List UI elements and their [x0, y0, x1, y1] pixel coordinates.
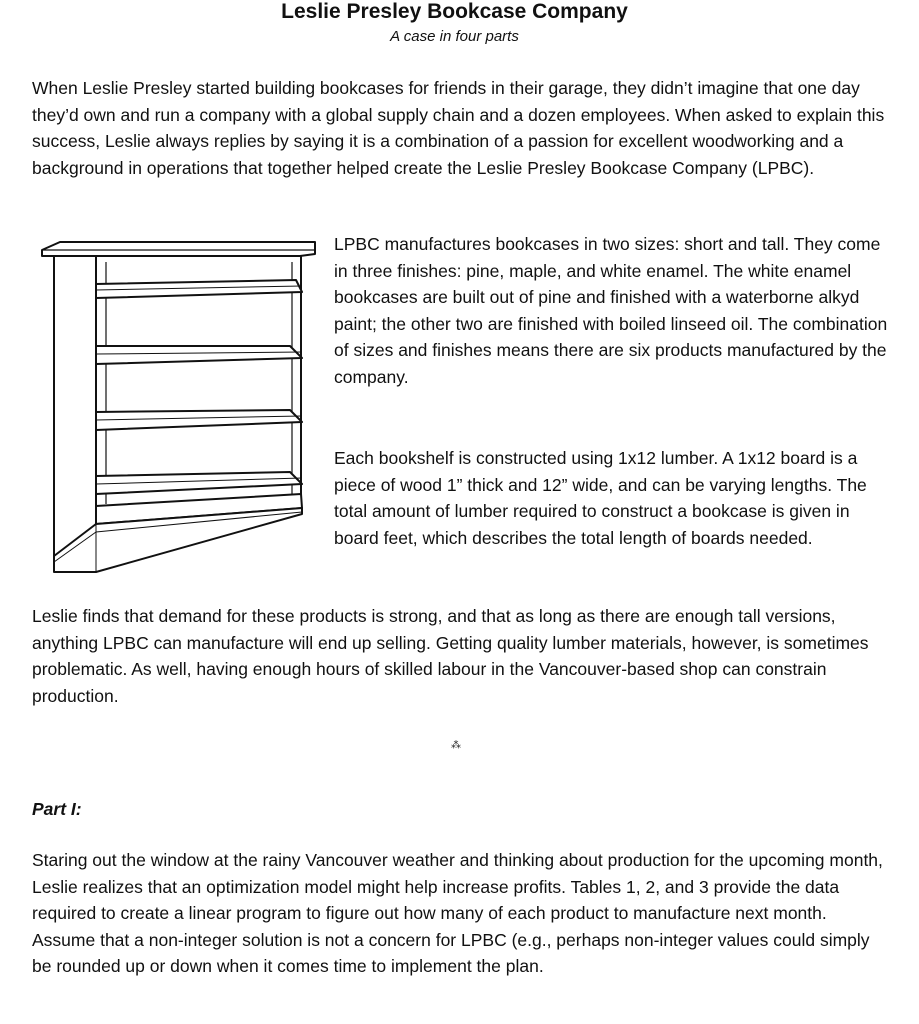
intro-paragraph: When Leslie Presley started building bookcases for friends in their garage, they didn’t imagine that one day they’d own and run a company with a global supply chain and a dozen employees. When asked to explain this success, Leslie always replies by saying it is a combination of a passion for excellent woodworking and a background in operations that together helped create the Leslie Presley Bookcase Company (LPBC).	[32, 78, 885, 178]
products-paragraph: LPBC manufactures bookcases in two sizes: short and tall. They come in three finishes: pine, maple, and white enamel. The white enamel bookcases are built out of pine and finished with a waterborne alkyd paint; the other two are finished with boiled linseed oil. The combination of sizes and finishes means there are six products manufactured by the company.	[334, 234, 888, 387]
part-label: Part I:	[32, 799, 82, 819]
lumber-paragraph: Each bookshelf is constructed using 1x12 lumber. A 1x12 board is a piece of wood 1” thick and 12” wide, and can be varying lengths. The total amount of lumber required to construct a bookcase is given in board feet, which describes the total length of boards needed.	[334, 448, 867, 548]
bookcase-side	[54, 256, 96, 556]
demand-paragraph: Leslie finds that demand for these products is strong, and that as long as there are enough tall versions, anything LPBC can manufacture will end up selling. Getting quality lumber materials, however, is sometimes problematic. As well, having enough hours of skilled labour in the Vancouver-based shop can constrain production.	[32, 606, 869, 706]
document-subtitle: A case in four parts	[390, 28, 519, 45]
bookcase-illustration	[40, 232, 320, 587]
document-title: Leslie Presley Bookcase Company	[281, 0, 628, 23]
section-separator-icon: ⁂	[451, 740, 461, 751]
part1-paragraph: Staring out the window at the rainy Vancouver weather and thinking about production for the upcoming month, Leslie realizes that an optimization model might help increase profits. Tables 1, 2, and 3 provide the data required to create a linear program to figure out how many of each product to manufacture next month. Assume that a non-integer solution is not a concern for LPBC (e.g., perhaps non-integer values could simply be rounded up or down when it comes time to implement the plan.	[32, 850, 883, 976]
bookcase-top	[42, 242, 315, 256]
